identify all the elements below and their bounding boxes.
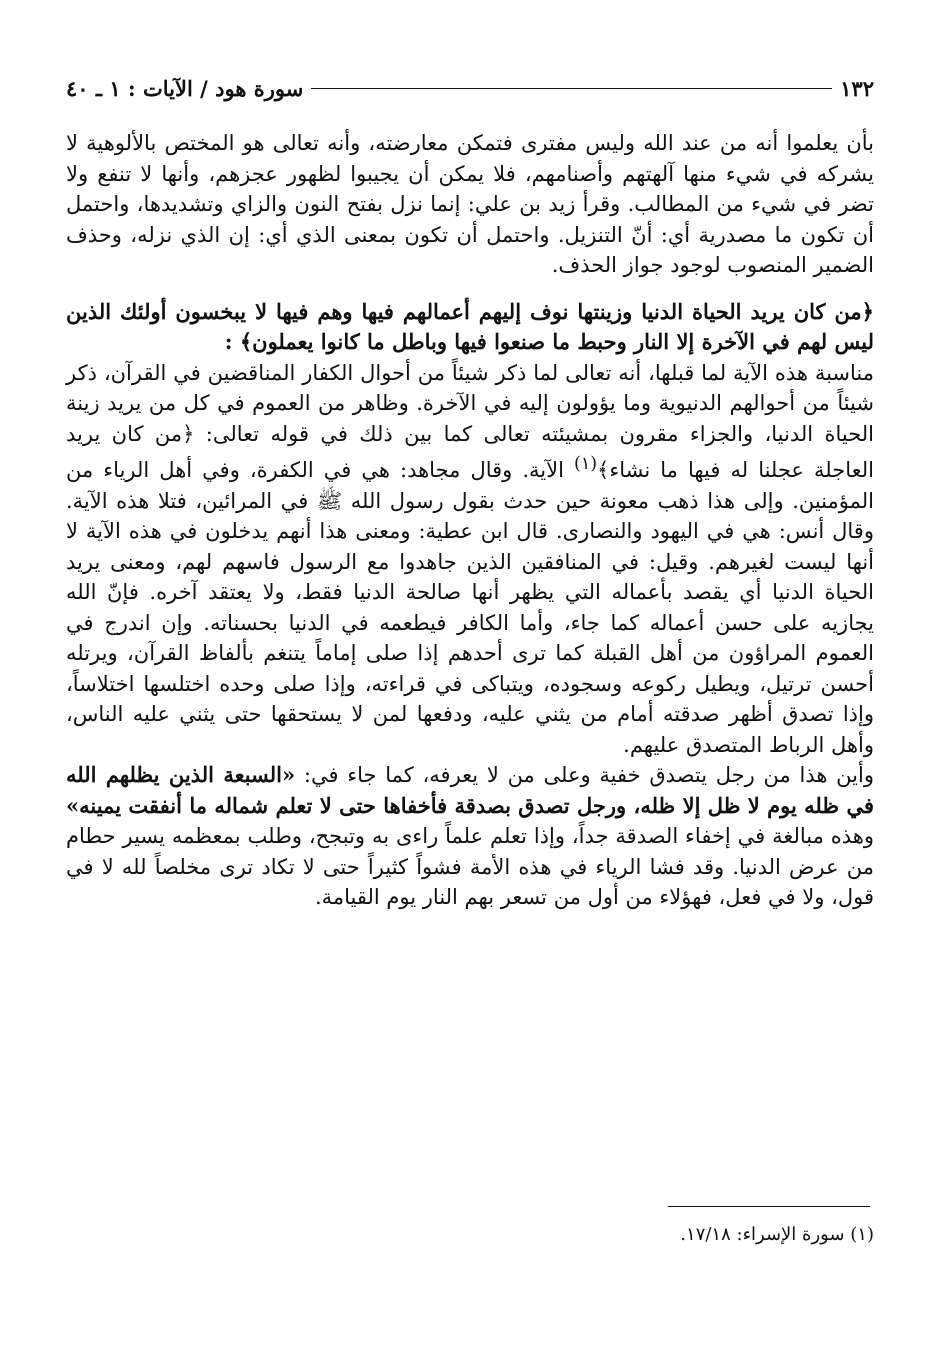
paragraph-3-part-2: وهذه مبالغة في إخفاء الصدقة جداً، وإذا تعلم علماً راءى به وتبجح، وطلب بمعظمه يسير حطام من عرض الدنيا. وقد فشا الرياء في هذه الأمة فشواً كثيراً حتى لا تكاد ترى مخلصاً لله لا في قول، ولا في فعل، فهؤلاء من أول من تسعر بهم النار يوم القيامة. xyxy=(66,824,874,909)
paragraph-2 xyxy=(66,358,874,761)
paragraph-2-part-1: مناسبة هذه الآية لما قبلها، أنه تعالى لما ذكر شيئاً من أحوال الكفار المناقضين في القرآن، ذكر شيئاً من أحوالهم الدنيوية وما يؤولون إليه في الآخرة. وظاهر من العموم في كل من يريد زينة الحياة الدنيا، والجزاء مقرون بمشيئته تعالى كما بين ذلك في قوله تعالى: ﴿من كان يريد العاجلة عجلنا له فيها ما نشاء﴾ xyxy=(66,360,874,482)
page-header xyxy=(66,68,874,108)
footnote-reference[interactable]: (١) xyxy=(573,454,598,474)
paragraph-3-part-1: وأين هذا من رجل يتصدق خفية وعلى من لا يعرفه، كما جاء في: xyxy=(295,763,874,787)
quran-verse: ﴿من كان يريد الحياة الدنيا وزينتها نوف إليهم أعمالهم فيها وهم فيها لا يبخسون أولئك الذين ليس لهم في الآخرة إلا النار وحبط ما صنعوا فيها وباطل ما كانوا يعملون﴾ : xyxy=(66,298,874,354)
footnote: (١) سورة الإسراء: ١٧/١٨. xyxy=(680,1224,874,1245)
paragraph-1: بأن يعلموا أنه من عند الله وليس مفترى فتمكن معارضته، وأنه تعالى هو المختص بالألوهية لا يشركه في شيء منها آلهتهم وأصنامهم، فلا يمكن أن يجيبوا لظهور عجزهم، وأنها لا تنفع ولا تضر في شيء من المطالب. وقرأ زيد بن علي: إنما نزل بفتح النون والزاي وتشديدها، واحتمل أن تكون ما مصدرية أي: أنّ التنزيل. واحتمل أن تكون بمعنى الذي أي: إن الذي نزله، وحذف الضمير المنصوب لوجود جواز الحذف. xyxy=(66,131,874,277)
hadith-quote: «السبعة الذين يظلهم الله في ظله يوم لا ظل إلا ظله، ورجل تصدق بصدقة فأخفاها حتى لا تعلم شماله ما أنفقت يمينه» xyxy=(66,762,874,818)
page-number: ١٣٢ xyxy=(840,75,874,101)
main-text xyxy=(66,128,874,913)
paragraph-3 xyxy=(66,760,874,913)
header-rule xyxy=(311,88,832,89)
footnote-rule xyxy=(668,1206,870,1207)
running-title: سورة هود / الآيات : ١ ـ ٤٠ xyxy=(66,75,304,101)
paragraph-2-part-2: الآية. وقال مجاهد: هي في الكفرة، وفي أهل الرياء من المؤمنين. وإلى هذا ذهب معونة حين حدث بقول رسول الله ﷺ في المرائين، فتلا هذه الآية. وقال أنس: هي في اليهود والنصارى. قال ابن عطية: ومعنى هذا أنهم يدخلون في هذه الآية لا أنها ليست لغيرهم. وقيل: في المنافقين الذين جاهدوا مع الرسول فاسهم لهم، ومعنى يريد الحياة الدنيا أي يقصد بأعماله التي يظهر أنها صالحة الدنيا فقط، ولا يعتقد آخره. فإنّ الله يجازيه على حسن أعماله كما جاء، وأما الكافر فيطعمه في الدنيا بحسناته. وإن اندرج في العموم المراؤون من أهل القبلة كما ترى أحدهم إذا صلى إماماً يتنغم بألفاظ القرآن، ويرتله أحسن ترتيل، ويطيل ركوعه وسجوده، ويتباكى في قراءته، وإذا صلى وحده اختلسها اختلاساً، وإذا تصدق أظهر صدقته أمام من يثني عليه، ودفعها لمن لا يستحقها حتى يثني عليه الناس، وأهل الرباط المتصدق عليهم. xyxy=(66,458,874,757)
paragraph-gap xyxy=(66,281,874,297)
